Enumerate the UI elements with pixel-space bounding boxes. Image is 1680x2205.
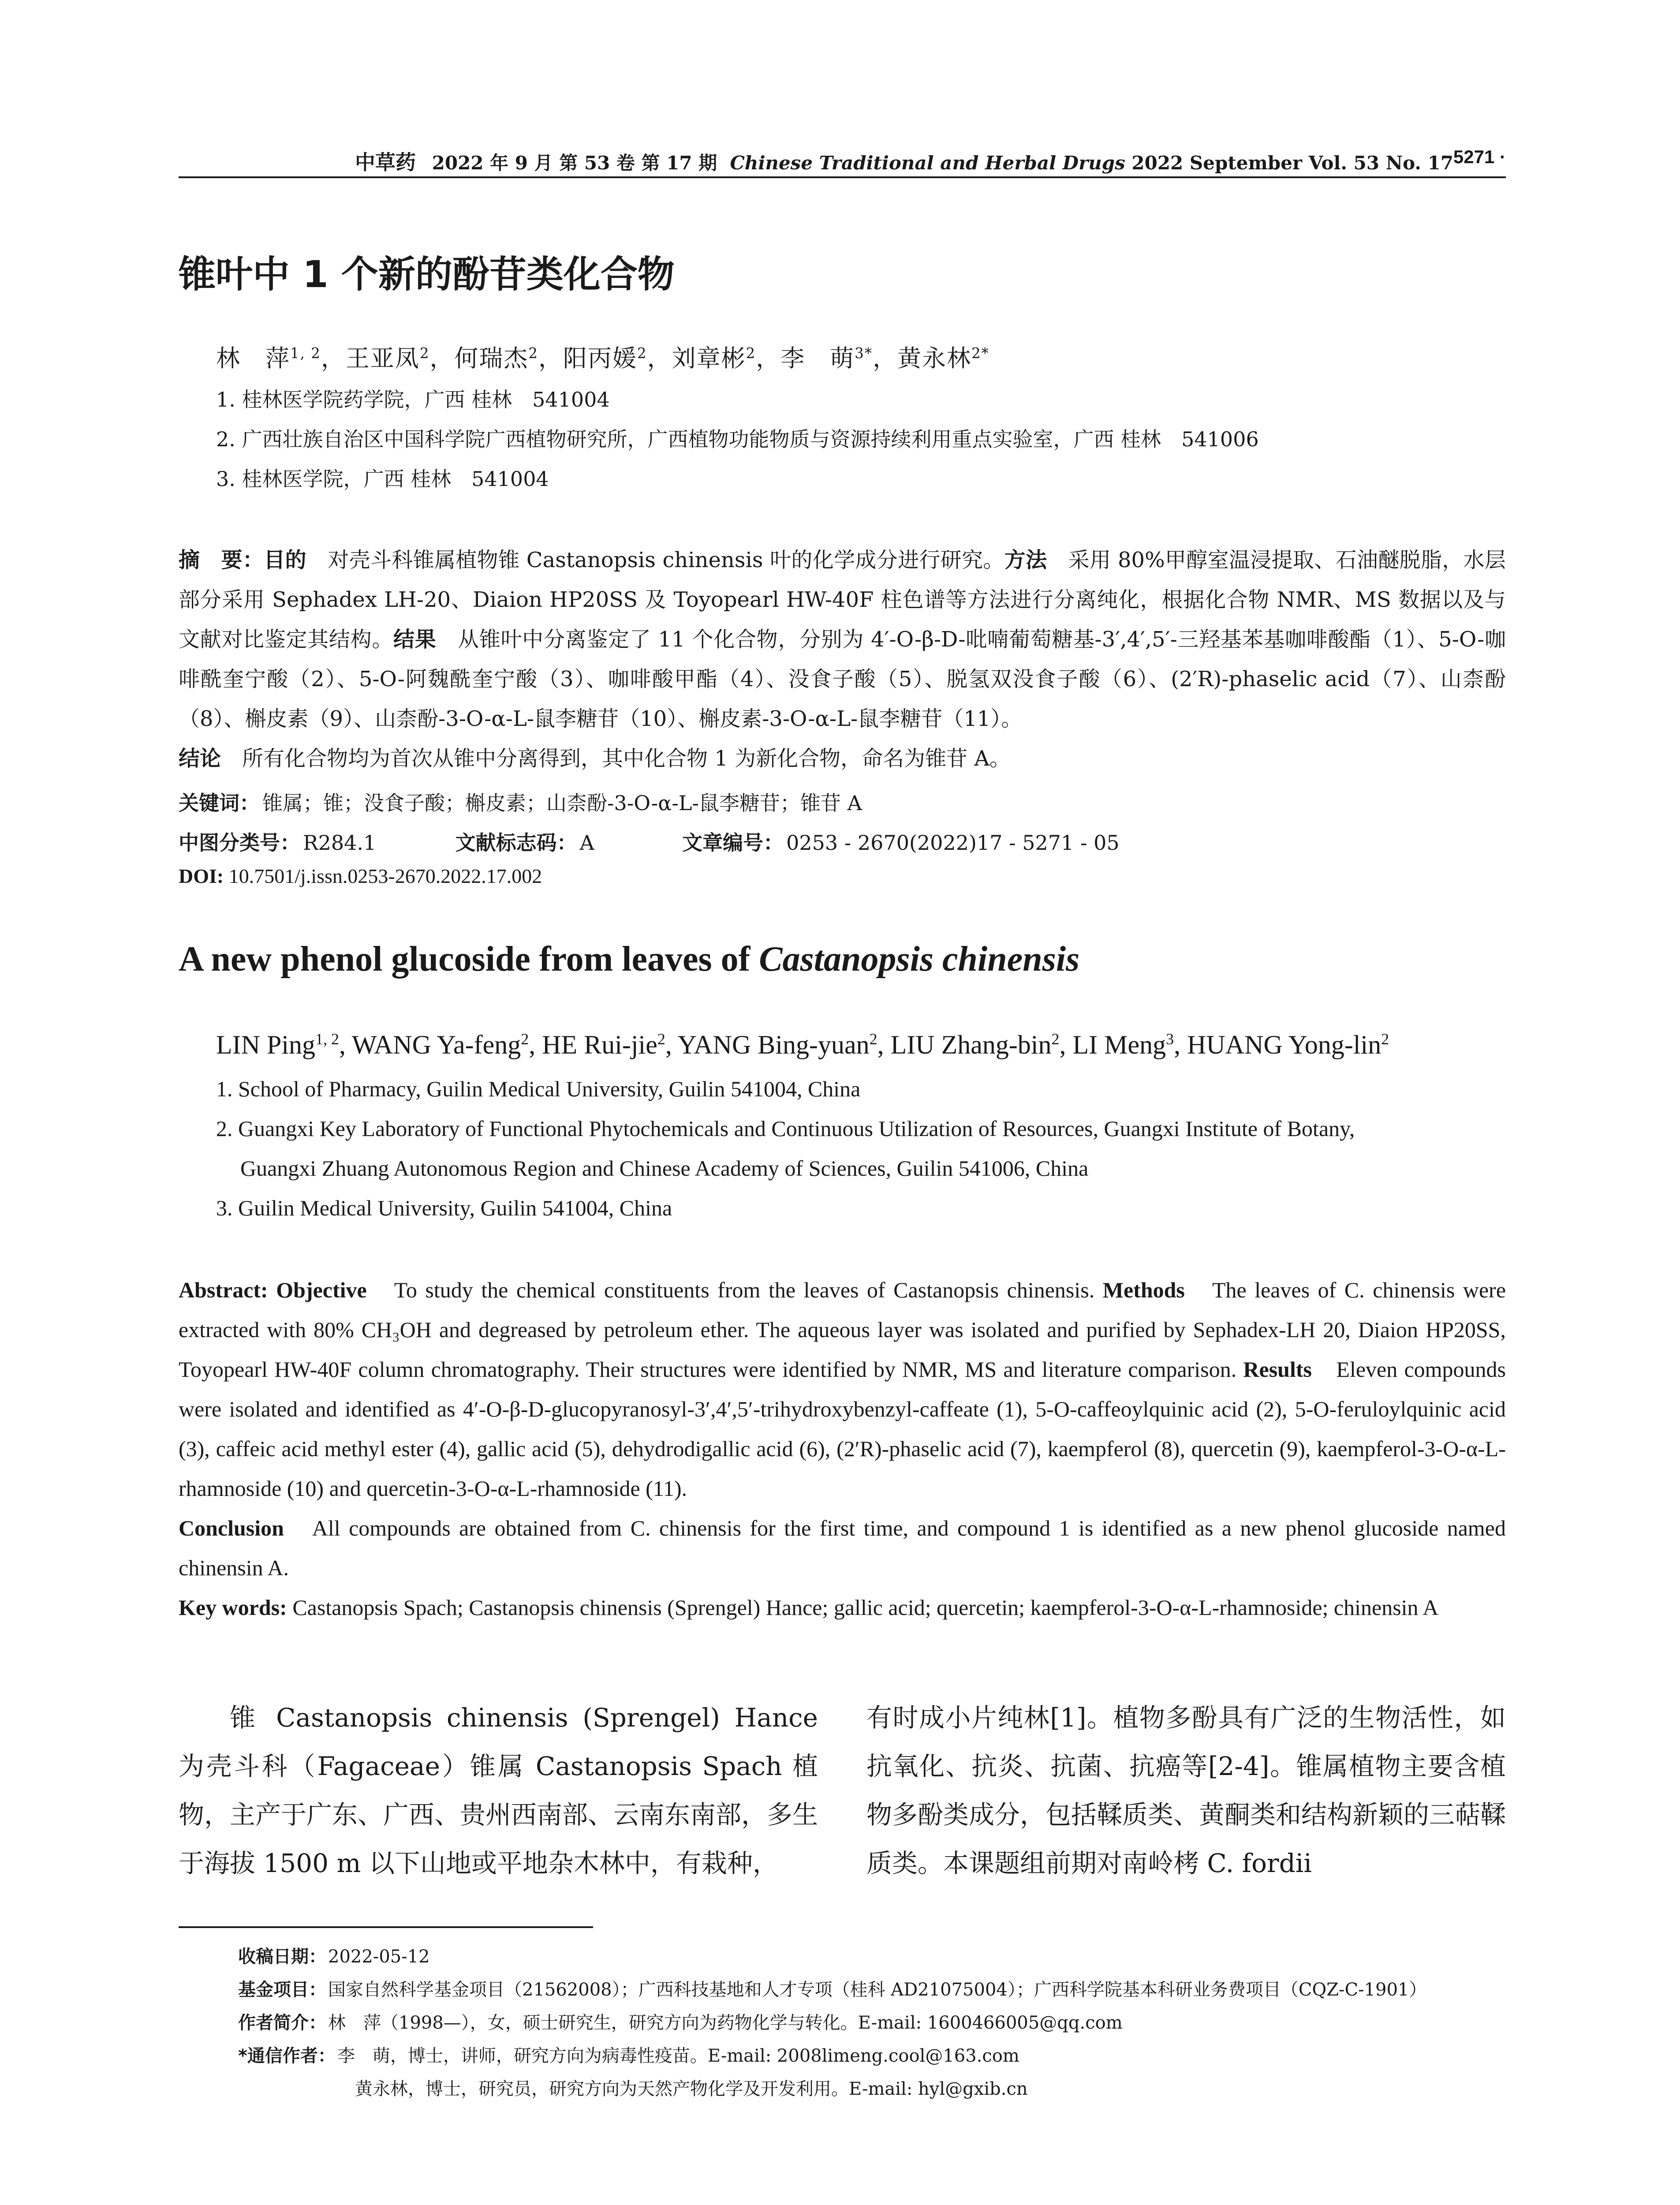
methods-label-en: Methods (1102, 1278, 1185, 1302)
en-author-name: HUANG Yong-lin (1187, 1030, 1381, 1059)
doccode-label: 文献标志码： (455, 831, 577, 855)
doi-line (179, 864, 542, 888)
clc-label: 中图分类号： (179, 831, 300, 855)
affiliation-en-2-cont: Guangxi Zhuang Autonomous Region and Chinese Academy of Sciences, Guilin 541006, China (240, 1156, 1089, 1181)
en-author-name: LIN Ping (216, 1030, 315, 1059)
footnote-received (238, 1943, 430, 1968)
en-author-affil-mark: 2 (869, 1030, 877, 1048)
en-author-name: HE Rui-jie (542, 1030, 657, 1059)
methods-text-cn: 采用 80%甲醇室温浸提取、石油醚脱脂，水层部分采用 Sephadex LH-20、Diaion HP20SS 及 Toyopearl HW-40F 柱色谱等方法进行分离纯化，根据化合物 NMR、MS 数据以及与文献对比鉴定其结构。 (179, 548, 1506, 652)
fund-value: 国家自然科学基金项目（21562008）；广西科技基地和人才专项（桂科 AD21075004）；广西科学院基本科研业务费项目（CQZ-C-1901） (328, 1980, 1427, 2000)
paper-title-en (179, 939, 1079, 979)
cn-author-separator: ， (873, 344, 898, 372)
corr-label: *通信作者： (238, 2046, 336, 2066)
cn-author-separator: ， (756, 344, 781, 372)
affiliation-en-2: 2. Guangxi Key Laboratory of Functional Phytochemicals and Continuous Utilization of Resources, Guangxi Institute of Botany, (216, 1116, 1355, 1141)
cn-author-affil-mark: 2 (637, 345, 647, 362)
journal-name-en: Chinese Traditional and Herbal Drugs (730, 152, 1125, 174)
abstract-cn (179, 540, 1506, 778)
received-label: 收稿日期： (238, 1947, 326, 1967)
affiliation-cn-2: 2. 广西壮族自治区中国科学院广西植物研究所，广西植物功能物质与资源持续利用重点实验室，广西 桂林 541006 (216, 427, 1259, 451)
en-author-separator: , (665, 1030, 678, 1059)
page-number: · 5271 · (1442, 146, 1506, 167)
keywords-cn (179, 787, 862, 816)
cn-author-name: 何瑞杰 (454, 344, 529, 372)
objective-label-en: Objective (276, 1278, 367, 1302)
clc-value: R284.1 (303, 831, 377, 855)
en-author-name: LI Meng (1072, 1030, 1166, 1059)
en-author-affil-mark: 2 (1381, 1030, 1389, 1048)
doccode-value: A (579, 831, 594, 855)
footnote-corresponding (238, 2042, 1019, 2067)
results-label-cn: 结果 (393, 627, 437, 652)
cn-author-affil-mark: 3* (855, 345, 873, 362)
received-value: 2022-05-12 (328, 1947, 430, 1967)
cn-author-name: 王亚凤 (345, 344, 420, 372)
en-author-affil-mark: 2 (1051, 1030, 1060, 1048)
en-author-name: YANG Bing-yuan (677, 1030, 870, 1059)
en-author-affil-mark: 2 (521, 1030, 529, 1048)
running-header (179, 142, 1506, 177)
affiliation-en-3: 3. Guilin Medical University, Guilin 541004, China (216, 1196, 672, 1220)
cn-author-affil-mark: 2 (419, 345, 430, 362)
conclusion-text-cn: 所有化合物均为首次从锥中分离得到，其中化合物 1 为新化合物，命名为锥苷 A。 (221, 746, 1011, 771)
affiliation-cn-1: 1. 桂林医学院药学院，广西 桂林 541004 (216, 388, 610, 411)
footnote-corresponding-2: 黄永林，博士，研究员，研究方向为天然产物化学及开发利用。E-mail: hyl@gxib.cn (355, 2079, 1028, 2099)
objective-text-en: To study the chemical constituents from the leaves of Castanopsis chinensis. (366, 1278, 1103, 1302)
cn-author-name: 林 萍 (216, 344, 290, 372)
footnote-bio (238, 2009, 1123, 2034)
objective-text-cn: 对壳斗科锥属植物锥 Castanopsis chinensis 叶的化学成分进行研究。 (306, 548, 1004, 572)
cn-author-separator: ， (321, 344, 346, 372)
articleno-label: 文章编号： (682, 831, 784, 855)
en-author-name: WANG Ya-feng (351, 1030, 521, 1059)
cn-author-name: 刘章彬 (672, 344, 746, 372)
cn-author-affil-mark: 2* (971, 345, 989, 362)
objective-label-cn: 目的 (264, 548, 306, 572)
abstract-label-cn: 摘 要： (179, 548, 264, 572)
issue-info-cn: 2022 年 9 月 第 53 卷 第 17 期 (432, 152, 717, 174)
keywords-label-cn: 关键词： (179, 791, 260, 815)
journal-name-cn: 中草药 (355, 150, 416, 174)
conclusion-label-cn: 结论 (179, 746, 221, 771)
keywords-text-en: Castanopsis Spach; Castanopsis chinensis (Sprengel) Hance; gallic acid; quercetin; kaempferol-3-O-α-L-rhamnoside; chinensin A (292, 1595, 1439, 1620)
keywords-text-cn: 锥属；锥；没食子酸；槲皮素；山柰酚-3-O-α-L-鼠李糖苷；锥苷 A (262, 791, 862, 815)
abstract-label-en: Abstract: (179, 1278, 276, 1302)
author-list-cn (216, 340, 989, 374)
header-divider (179, 176, 1506, 178)
cn-author-affil-mark: 1, 2 (290, 345, 321, 362)
results-label-en: Results (1243, 1357, 1312, 1382)
cn-author-separator: ， (429, 344, 455, 372)
en-author-separator: , (339, 1030, 352, 1059)
footnote-fund (238, 1976, 1426, 2001)
body-paragraph-right: 有时成小片纯林[1]。植物多酚具有广泛的生物活性，如抗氧化、抗炎、抗菌、抗癌等[2-4]。锥属植物主要含植物多酚类成分，包括鞣质类、黄酮类和结构新颖的三萜鞣质类。本课题组前期对南岭栲 C. fordii (866, 1703, 1506, 1878)
conclusion-text-en: All compounds are obtained from C. chinensis for the first time, and compound 1 is identified as a new phenol glucoside named chinensin A. (179, 1516, 1506, 1580)
doi-value: 10.7501/j.issn.0253-2670.2022.17.002 (228, 865, 542, 887)
methods-text-en: The leaves of C. chinensis were extracted with 80% CH₃OH and degreased by petroleum ether. The aqueous layer was isolated and purified by Sephadex-LH 20, Diaion HP20SS, Toyopearl HW-40F column chromatography. Their structures were identified by NMR, MS and literature comparison. (179, 1278, 1506, 1382)
paper-title-cn: 锥叶中 1 个新的酚苷类化合物 (179, 253, 675, 296)
corr-value-1: 李 萌，博士，讲师，研究方向为病毒性疫苗。E-mail: 2008limeng.cool@163.com (337, 2046, 1019, 2066)
issue-info-en: 2022 September Vol. 53 No. 17 (1131, 152, 1454, 174)
en-author-separator: , (529, 1030, 542, 1059)
cn-author-name: 李 萌 (780, 344, 855, 372)
en-author-separator: , (1174, 1030, 1187, 1059)
results-text-cn: 从锥叶中分离鉴定了 11 个化合物，分别为 4′-O-β-D-吡喃葡萄糖基-3′,4′,5′-三羟基苯基咖啡酸酯（1）、5-O-咖啡酰奎宁酸（2）、5-O-阿魏酰奎宁酸（3）、咖啡酸甲酯（4）、没食子酸（5）、脱氢双没食子酸（6）、(2′R)-phaselic acid（7）、山柰酚（8）、槲皮素（9）、山柰酚-3-O-α-L-鼠李糖苷（10）、槲皮素-3-O-α-L-鼠李糖苷（11）。 (179, 627, 1506, 731)
affiliation-en-1: 1. School of Pharmacy, Guilin Medical University, Guilin 541004, China (216, 1076, 861, 1101)
cn-author-name: 阳丙媛 (563, 344, 638, 372)
body-paragraph-left: 锥 Castanopsis chinensis (Sprengel) Hance 为壳斗科（Fagaceae）锥属 Castanopsis Spach 植物，主产于广东、广西、贵州西南部、云南东南部，多生于海拔 1500 m 以下山地或平地杂木林中，有栽种， (179, 1703, 818, 1878)
fund-label: 基金项目： (238, 1980, 326, 2000)
results-text-en: Eleven compounds were isolated and identified as 4′-O-β-D-glucopyranosyl-3′,4′,5′-trihydroxybenzyl-caffeate (1), 5-O-caffeoylquinic acid (2), 5-O-feruloylquinic acid (3), caffeic acid methyl ester (4), gallic acid (5), dehydrodigallic acid (6), (2′R)-phaselic acid (7), kaempferol (8), quercetin (9), kaempferol-3-O-α-L-rhamnoside (10) and quercetin-3-O-α-L-rhamnoside (11). (179, 1357, 1506, 1501)
body-column-right (866, 1693, 1506, 1887)
cn-author-affil-mark: 2 (746, 345, 756, 362)
title-en-species: Castanopsis chinensis (759, 940, 1080, 979)
en-author-separator: , (877, 1030, 891, 1059)
en-author-affil-mark: 3 (1166, 1030, 1174, 1048)
bio-label: 作者简介： (238, 2013, 326, 2033)
articleno-value: 0253 - 2670(2022)17 - 5271 - 05 (786, 831, 1120, 855)
cn-author-name: 黄永林 (897, 344, 972, 372)
en-author-name: LIU Zhang-bin (890, 1030, 1052, 1059)
methods-label-cn: 方法 (1004, 548, 1047, 572)
bio-value: 林 萍（1998—），女，硕士研究生，研究方向为药物化学与转化。E-mail: 1600466005@qq.com (328, 2013, 1123, 2033)
en-author-affil-mark: 2 (657, 1030, 665, 1048)
body-column-left (179, 1693, 818, 1887)
en-author-separator: , (1059, 1030, 1073, 1059)
affiliation-cn-3: 3. 桂林医学院，广西 桂林 541004 (216, 467, 549, 491)
author-list-en (216, 1030, 1389, 1060)
conclusion-label-en: Conclusion (179, 1516, 284, 1540)
title-en-plain: A new phenol glucoside from leaves of (179, 940, 759, 979)
footnote-divider (179, 1926, 593, 1928)
classification-line (179, 827, 1120, 856)
cn-author-affil-mark: 2 (528, 345, 539, 362)
cn-author-separator: ， (647, 344, 672, 372)
cn-author-separator: ， (538, 344, 564, 372)
en-author-affil-mark: 1, 2 (315, 1030, 339, 1048)
header-journal-info (355, 146, 1453, 176)
abstract-en (179, 1270, 1506, 1627)
keywords-label-en: Key words: (179, 1595, 293, 1620)
doi-label: DOI: (179, 865, 224, 887)
